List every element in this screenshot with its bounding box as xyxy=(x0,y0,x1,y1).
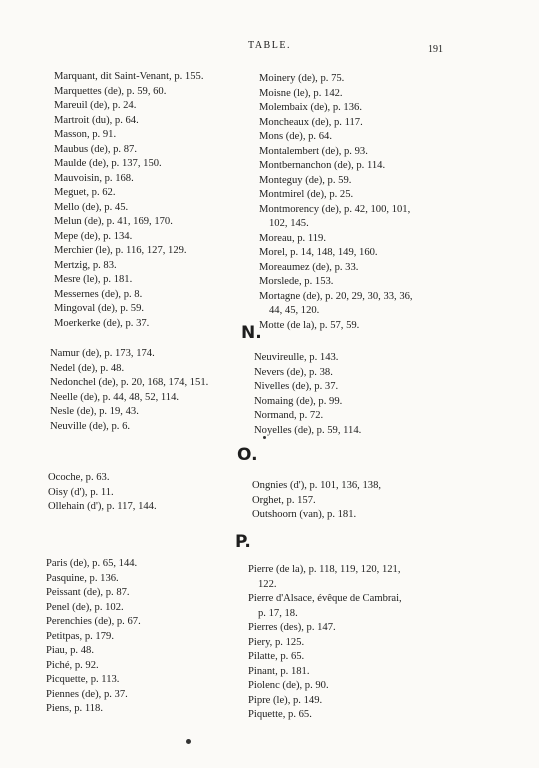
index-entry: Ollehain (d'), p. 117, 144. xyxy=(48,501,157,512)
index-entry-continuation: 44, 45, 120. xyxy=(269,305,320,316)
index-entry-continuation: 122. xyxy=(258,578,277,590)
index-entry: Picquette, p. 113. xyxy=(46,674,120,685)
index-entry: Pinant, p. 181. xyxy=(248,665,310,677)
index-entry: Moerkerke (de), p. 37. xyxy=(54,317,150,329)
index-entry: Moreaumez (de), p. 33. xyxy=(259,261,359,273)
section-letter-p: P. xyxy=(235,532,251,552)
index-entry: Masson, p. 91. xyxy=(54,129,117,140)
index-entry: Normand, p. 72. xyxy=(254,410,324,421)
index-entry: Orghet, p. 157. xyxy=(252,494,316,506)
index-entry-continuation: 102, 145. xyxy=(269,218,309,229)
index-entry: Petitpas, p. 179. xyxy=(46,630,114,642)
index-entry: Mareuil (de), p. 24. xyxy=(54,100,137,111)
section-o-right-column xyxy=(252,479,381,523)
index-entry: Noyelles (de), p. 59, 114. xyxy=(254,424,362,436)
index-entry: Piché, p. 92. xyxy=(46,659,99,671)
index-entry: Mingoval (de), p. 59. xyxy=(54,303,145,314)
index-entry: Pipre (le), p. 149. xyxy=(248,694,323,706)
section-p-right-column xyxy=(248,563,402,723)
index-entry: Marquant, dit Saint-Venant, p. 155. xyxy=(54,71,204,82)
index-entry: Mello (de), p. 45. xyxy=(54,201,129,213)
index-entry: Mortagne (de), p. 20, 29, 30, 33, 36, xyxy=(259,290,413,302)
index-entry: Ocoche, p. 63. xyxy=(48,472,110,483)
section-letter-o: O. xyxy=(237,445,258,465)
index-entry: Piau, p. 48. xyxy=(46,645,94,656)
section-letter-n: N. xyxy=(241,323,262,343)
page-number: 191 xyxy=(428,44,443,55)
index-entry: Molembaix (de), p. 136. xyxy=(259,102,362,113)
index-entry: Pierre (de la), p. 118, 119, 120, 121, xyxy=(248,564,401,575)
index-entry: Neelle (de), p. 44, 48, 52, 114. xyxy=(50,391,180,403)
index-entry: Morel, p. 14, 148, 149, 160. xyxy=(259,247,378,258)
index-entry: Moreau, p. 119. xyxy=(259,232,326,244)
index-entry: Maulde (de), p. 137, 150. xyxy=(54,158,162,169)
index-entry: Marquettes (de), p. 59, 60. xyxy=(54,85,167,97)
index-entry: Nomaing (de), p. 99. xyxy=(254,395,343,407)
index-entry: Merchier (le), p. 116, 127, 129. xyxy=(54,245,187,256)
index-entry: Nesle (de), p. 19, 43. xyxy=(50,406,139,417)
index-entry: Piennes (de), p. 37. xyxy=(46,688,128,700)
index-entry-continuation: p. 17, 18. xyxy=(258,607,298,619)
index-entry: Melun (de), p. 41, 169, 170. xyxy=(54,216,173,227)
index-entry: Piery, p. 125. xyxy=(248,636,305,648)
index-entry: Peissant (de), p. 87. xyxy=(46,587,130,598)
section-n-right-column xyxy=(254,351,361,438)
index-entry: Nivelles (de), p. 37. xyxy=(254,381,339,392)
index-entry: Mepe (de), p. 134. xyxy=(54,230,133,242)
index-entry: Moisne (le), p. 142. xyxy=(259,87,343,99)
index-entry: Neuville (de), p. 6. xyxy=(50,420,131,432)
section-m-left-column xyxy=(54,70,203,331)
index-entry: Pilatte, p. 65. xyxy=(248,651,305,662)
index-entry: Neuvireulle, p. 143. xyxy=(254,352,339,363)
index-entry: Pasquine, p. 136. xyxy=(46,572,119,584)
index-entry: Motte (de la), p. 57, 59. xyxy=(259,319,360,331)
ink-speck xyxy=(263,436,266,439)
section-m-right-column xyxy=(259,72,413,333)
index-entry: Meguet, p. 62. xyxy=(54,187,116,198)
index-entry: Ongnies (d'), p. 101, 136, 138, xyxy=(252,480,382,491)
index-entry: Mesre (le), p. 181. xyxy=(54,274,133,285)
section-p-left-column xyxy=(46,557,141,717)
index-entry: Nevers (de), p. 38. xyxy=(254,366,333,378)
index-entry: Outshoorn (van), p. 181. xyxy=(252,509,357,520)
section-o-left-column xyxy=(48,471,157,515)
ink-speck xyxy=(186,739,191,744)
index-entry: Piens, p. 118. xyxy=(46,703,103,714)
index-entry: Mons (de), p. 64. xyxy=(259,131,332,142)
index-entry: Monteguy (de), p. 59. xyxy=(259,174,352,186)
index-entry: Moinery (de), p. 75. xyxy=(259,73,345,84)
index-entry: Mauvoisin, p. 168. xyxy=(54,172,134,184)
index-entry: Maubus (de), p. 87. xyxy=(54,143,137,155)
index-entry: Montalembert (de), p. 93. xyxy=(259,145,368,157)
index-entry: Piquette, p. 65. xyxy=(248,709,312,720)
index-entry: Namur (de), p. 173, 174. xyxy=(50,348,155,359)
index-entry: Mertzig, p. 83. xyxy=(54,259,117,271)
index-entry: Nedonchel (de), p. 20, 168, 174, 151. xyxy=(50,377,209,388)
index-entry: Perenchies (de), p. 67. xyxy=(46,616,141,627)
running-title: TABLE. xyxy=(248,40,291,51)
index-entry: Penel (de), p. 102. xyxy=(46,601,124,613)
index-entry: Oisy (d'), p. 11. xyxy=(48,486,114,498)
index-entry: Moncheaux (de), p. 117. xyxy=(259,116,363,128)
index-entry: Montmorency (de), p. 42, 100, 101, xyxy=(259,203,411,215)
index-entry: Nedel (de), p. 48. xyxy=(50,362,125,374)
index-entry: Morslede, p. 153. xyxy=(259,276,334,287)
index-entry: Pierres (des), p. 147. xyxy=(248,622,336,633)
index-entry: Montmirel (de), p. 25. xyxy=(259,189,354,200)
index-entry: Pierre d'Alsace, évêque de Cambrai, xyxy=(248,593,402,604)
section-n-left-column xyxy=(50,347,208,434)
index-entry: Martroit (du), p. 64. xyxy=(54,114,139,126)
index-entry: Piolenc (de), p. 90. xyxy=(248,680,329,691)
index-entry: Paris (de), p. 65, 144. xyxy=(46,558,138,569)
index-entry: Montbernanchon (de), p. 114. xyxy=(259,160,386,171)
index-entry: Messernes (de), p. 8. xyxy=(54,288,143,300)
